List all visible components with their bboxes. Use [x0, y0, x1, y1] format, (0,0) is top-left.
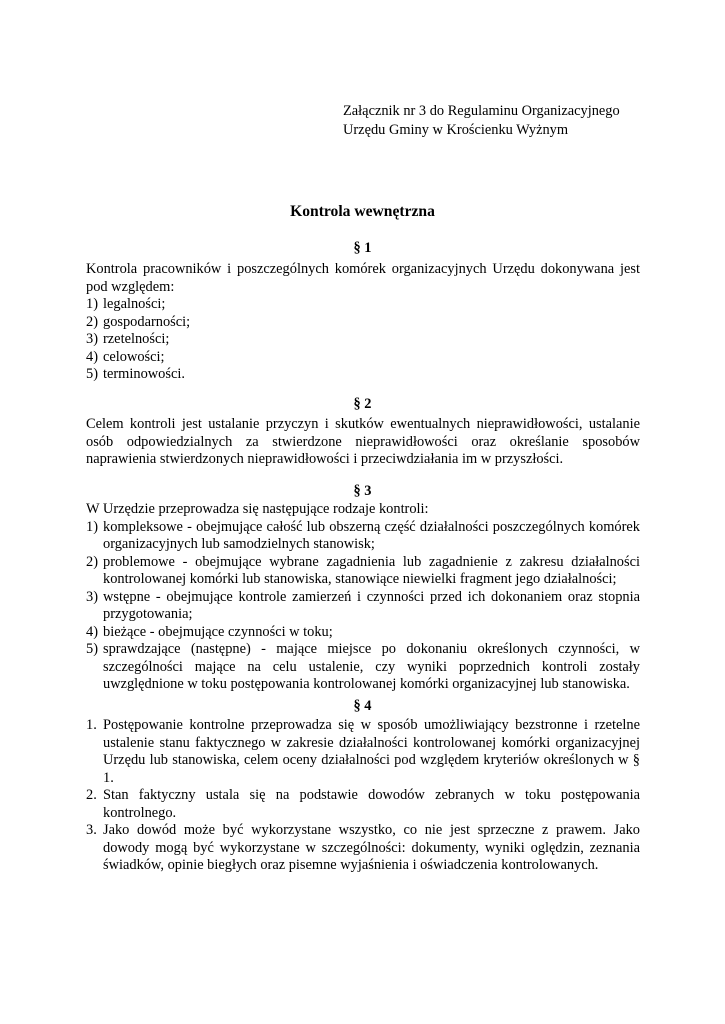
list-number: 2) [86, 553, 98, 570]
list-number: 5) [86, 366, 98, 382]
section-3-body [86, 501, 640, 694]
list-number: 2. [86, 787, 97, 803]
list-item [86, 554, 640, 589]
attachment-line-2: Urzędu Gminy w Krościenku Wyżnym [343, 122, 569, 138]
list-number: 3) [86, 331, 98, 347]
section-3-heading: § 3 [353, 483, 372, 499]
list-item [86, 787, 640, 822]
section-3-intro: W Urzędzie przeprowadza się następujące rodzaje kontroli: [86, 501, 429, 517]
list-text: gospodarności; [103, 313, 191, 330]
section-2-heading: § 2 [353, 396, 372, 412]
list-number: 4) [86, 623, 98, 640]
list-item [86, 314, 640, 332]
list-text: wstępne - obejmujące kontrole zamierzeń i czynności przed ich dokonaniem oraz stopnia przygotowania; [103, 588, 640, 622]
list-text: sprawdzające (następne) - mające miejsce po dokonaniu określonych czynności, w szczególności mające na celu ustalenie, czy wyniki poprzednich kontroli zostały uwzględnione w toku postępowania kontrolowanej komórki organizacyjnej lub stanowiska. [103, 641, 640, 692]
list-text: rzetelności; [103, 331, 170, 347]
attachment-line-1: Załącznik nr 3 do Regulaminu Organizacyjnego [343, 103, 620, 119]
section-1-intro: Kontrola pracowników i poszczególnych komórek organizacyjnych Urzędu dokonywana jest pod względem: [86, 261, 640, 295]
list-number: 3. [86, 822, 97, 838]
list-text: problemowe - obejmujące wybrane zagadnienia lub zagadnienie z zakresu działalności kontrolowanej komórki lub stanowiska, stanowiące niewielki fragment jego działalności; [103, 553, 640, 587]
attachment-note [343, 102, 620, 140]
list-item [86, 589, 640, 624]
list-item [86, 296, 640, 314]
section-1-body [86, 261, 640, 384]
list-item [86, 331, 640, 349]
list-number: 4) [86, 348, 98, 365]
list-number: 1. [86, 717, 97, 733]
section-1-heading: § 1 [353, 240, 372, 256]
list-item [86, 717, 640, 787]
section-1-list [86, 296, 640, 384]
list-text: terminowości. [103, 366, 185, 382]
list-item [86, 624, 640, 642]
list-text: kompleksowe - obejmujące całość lub obszerną część działalności poszczególnych komórek organizacyjnych lub samodzielnych stanowisk; [103, 518, 640, 552]
list-item [86, 349, 640, 367]
list-item [86, 366, 640, 384]
list-text: legalności; [103, 296, 166, 312]
list-text: Jako dowód może być wykorzystane wszystko, co nie jest sprzeczne z prawem. Jako dowody mogą być wykorzystane w szczególności: dokumenty, wyniki oględzin, zeznania świadków, opinie biegłych oraz pisemne wyjaśnienia i oświadczenia kontrolowanych. [103, 822, 640, 873]
list-item [86, 519, 640, 554]
list-number: 1) [86, 518, 98, 535]
list-text: bieżące - obejmujące czynności w toku; [103, 623, 333, 640]
list-number: 3) [86, 588, 98, 605]
section-4-heading: § 4 [353, 698, 372, 714]
section-2-text: Celem kontroli jest ustalanie przyczyn i skutków ewentualnych nieprawidłowości, ustalanie osób odpowiedzialnych za stwierdzone nieprawidłowości oraz określanie sposobów naprawienia stwierdzonych nieprawidłowości i przeciwdziałania im w przyszłości. [86, 416, 640, 467]
section-4-list [86, 717, 640, 875]
list-item [86, 641, 640, 694]
list-item [86, 822, 640, 875]
section-3-list [86, 519, 640, 694]
list-text: Stan faktyczny ustala się na podstawie dowodów zebranych w toku postępowania kontrolnego. [103, 787, 640, 821]
list-number: 5) [86, 641, 98, 657]
list-number: 2) [86, 313, 98, 330]
document-title: Kontrola wewnętrzna [290, 203, 435, 220]
list-number: 1) [86, 296, 98, 312]
list-text: celowości; [103, 348, 165, 365]
section-4-body [86, 717, 640, 875]
list-text: Postępowanie kontrolne przeprowadza się w sposób umożliwiający bezstronne i rzetelne ustalenie stanu faktycznego w zakresie działalności kontrolowanej komórki organizacyjnej Urzędu lub stanowiska, celem oceny działalności pod względem kryteriów określonych w § 1. [103, 717, 640, 786]
